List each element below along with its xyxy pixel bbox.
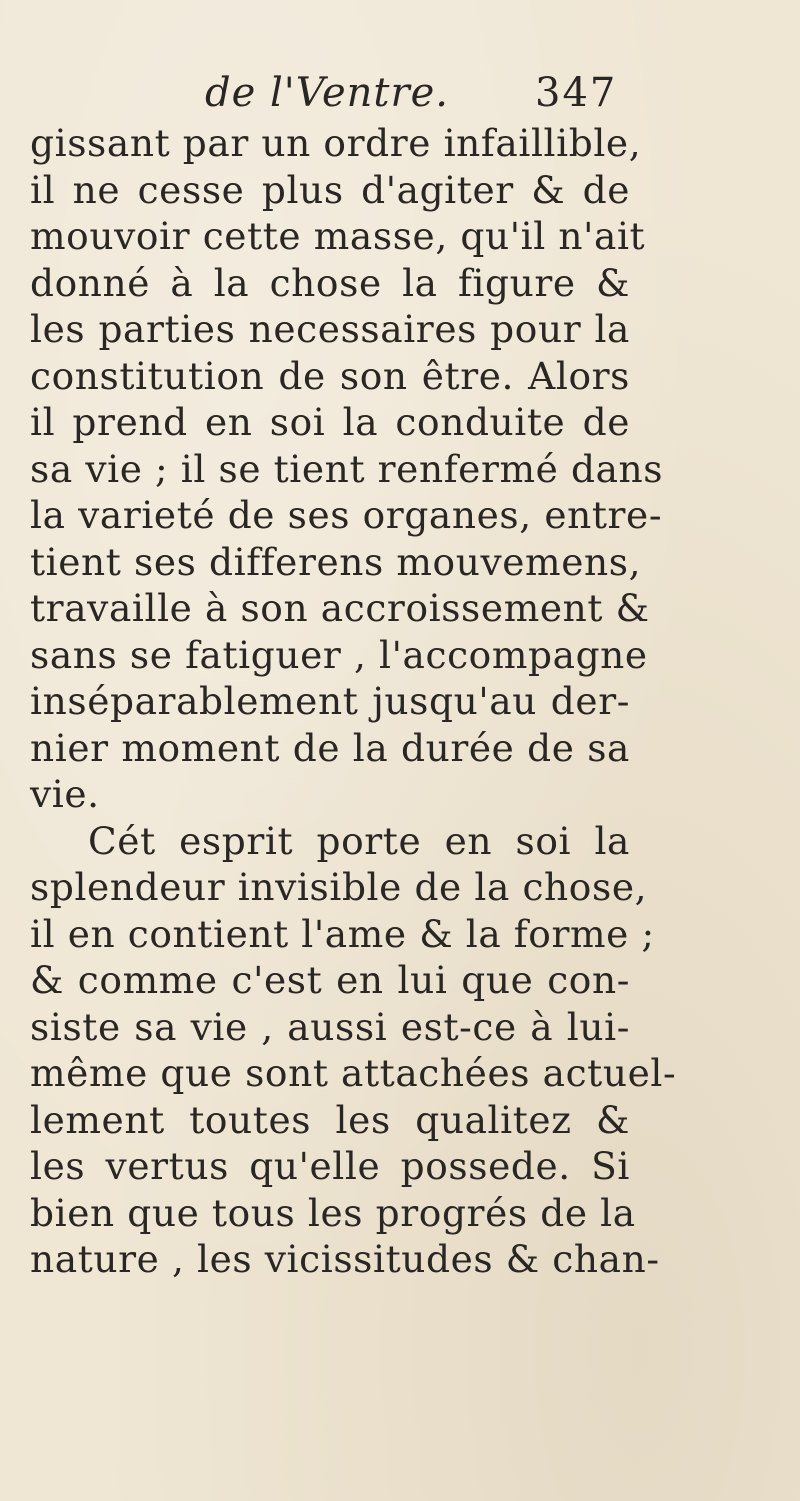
- text-line: donné à la chose la figure &: [30, 260, 630, 305]
- text-line: sans se fatiguer , l'accompagne: [30, 632, 648, 677]
- text-line: nier moment de la durée de sa: [30, 725, 630, 770]
- text-line: même que sont attachées actuel-: [30, 1051, 677, 1095]
- text-line: les vertus qu'elle possede. Si: [30, 1144, 630, 1188]
- text-line: & comme c'est en lui que con-: [30, 958, 630, 1002]
- text-line: il en contient l'ame & la forme ;: [30, 911, 655, 956]
- text-line: mouvoir cette masse, qu'il n'ait: [30, 214, 646, 258]
- text-line: il ne cesse plus d'agiter & de: [30, 167, 630, 212]
- text-line: lement toutes les qualitez &: [30, 1097, 630, 1142]
- text-line: tient ses differens mouvemens,: [30, 539, 642, 584]
- text-line: bien que tous les progrés de la: [30, 1190, 636, 1235]
- text-line: vie.: [30, 772, 100, 816]
- text-line: les parties necessaires pour la: [30, 307, 630, 351]
- paragraph-start-line: Cét esprit porte en soi la: [88, 818, 630, 863]
- page-number: 347: [535, 70, 618, 116]
- running-title: de l'Ventre.: [205, 70, 450, 116]
- page-header: [0, 70, 800, 120]
- text-line: la varieté de ses organes, entre-: [30, 493, 663, 537]
- text-line: inséparablement jusqu'au der-: [30, 679, 630, 723]
- text-line: sa vie ; il se tient renfermé dans: [30, 446, 664, 491]
- text-line: travaille à son accroissement &: [30, 586, 650, 630]
- text-line: siste sa vie , aussi est-ce à lui-: [30, 1004, 630, 1049]
- text-line: il prend en soi la conduite de: [30, 400, 630, 444]
- text-line: gissant par un ordre infaillible,: [30, 121, 642, 165]
- text-line: nature , les vicissitudes & chan-: [30, 1237, 660, 1281]
- text-line: splendeur invisible de la chose,: [30, 865, 648, 909]
- body-text: [30, 120, 677, 1283]
- text-line: constitution de son être. Alors: [30, 353, 630, 398]
